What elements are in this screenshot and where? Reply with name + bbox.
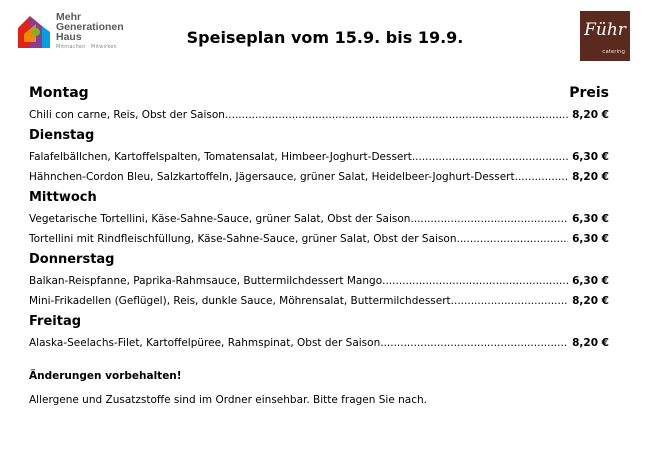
logo-text-line3: Haus (56, 31, 82, 43)
menu-item (29, 291, 609, 311)
dot-leader (515, 167, 569, 187)
logo-text-line2: Generationen (56, 21, 124, 33)
day-heading-donnerstag: Donnerstag (29, 252, 115, 267)
logo-text-line1: Mehr (56, 11, 82, 23)
dish-price: 8,20 € (572, 337, 609, 349)
dish-price: 6,30 € (572, 213, 609, 225)
dish-name: Tortellini mit Rindfleischfüllung, Käse-Sahne-Sauce, grüner Salat, Obst der Saison (29, 233, 457, 245)
menu-item (29, 333, 609, 353)
price-column-header: Preis (569, 85, 609, 101)
logo-brand-tagline: catering (602, 49, 625, 55)
menu-item (29, 229, 609, 249)
menu-item (29, 105, 609, 125)
menu-item (29, 167, 609, 187)
day-heading-freitag: Freitag (29, 314, 82, 329)
day-heading-montag: Montag (29, 85, 89, 101)
menu-item (29, 147, 609, 167)
allergens-note: Allergene und Zusatzstoffe sind im Ordner einsehbar. Bitte fragen Sie nach. (29, 394, 427, 406)
day-heading-mittwoch: Mittwoch (29, 190, 97, 205)
dot-leader (412, 147, 568, 167)
dish-name: Falafelbällchen, Kartoffelspalten, Tomatensalat, Himbeer-Joghurt-Dessert (29, 151, 412, 163)
dot-leader (457, 229, 569, 249)
logo-subline: Mitmachen · Mitwirken (56, 44, 117, 50)
menu-item (29, 271, 609, 291)
changes-note: Änderungen vorbehalten! (29, 370, 182, 382)
dish-name: Hähnchen-Cordon Bleu, Salzkartoffeln, Jägersauce, grüner Salat, Heidelbeer-Joghurt-Dessert (29, 171, 515, 183)
dish-name: Vegetarische Tortellini, Käse-Sahne-Sauce, grüner Salat, Obst der Saison (29, 213, 411, 225)
dot-leader (225, 105, 568, 125)
dot-leader (410, 209, 568, 229)
dish-name: Chili con carne, Reis, Obst der Saison (29, 109, 225, 121)
dish-price: 6,30 € (572, 275, 609, 287)
dish-price: 8,20 € (572, 109, 609, 121)
dish-name: Mini-Frikadellen (Geflügel), Reis, dunkle Sauce, Möhrensalat, Buttermilchdessert (29, 295, 451, 307)
page-title: Speiseplan vom 15.9. bis 19.9. (186, 28, 464, 47)
dish-price: 6,30 € (572, 233, 609, 245)
dot-leader (380, 333, 568, 353)
menu-item (29, 209, 609, 229)
footer-notes (29, 370, 427, 406)
fuehr-catering-logo (580, 11, 630, 61)
day-heading-dienstag: Dienstag (29, 128, 95, 143)
menu-header (29, 82, 609, 105)
dish-price: 8,20 € (572, 171, 609, 183)
menu-table (29, 82, 609, 353)
dish-name: Balkan-Reispfanne, Paprika-Rahmsauce, Buttermilchdessert Mango (29, 275, 383, 287)
dot-leader (451, 291, 568, 311)
logo-brand-name: Führ (584, 20, 626, 40)
dot-leader (382, 271, 568, 291)
dish-price: 6,30 € (572, 151, 609, 163)
dish-price: 8,20 € (572, 295, 609, 307)
dish-name: Alaska-Seelachs-Filet, Kartoffelpüree, Rahmspinat, Obst der Saison (29, 337, 381, 349)
